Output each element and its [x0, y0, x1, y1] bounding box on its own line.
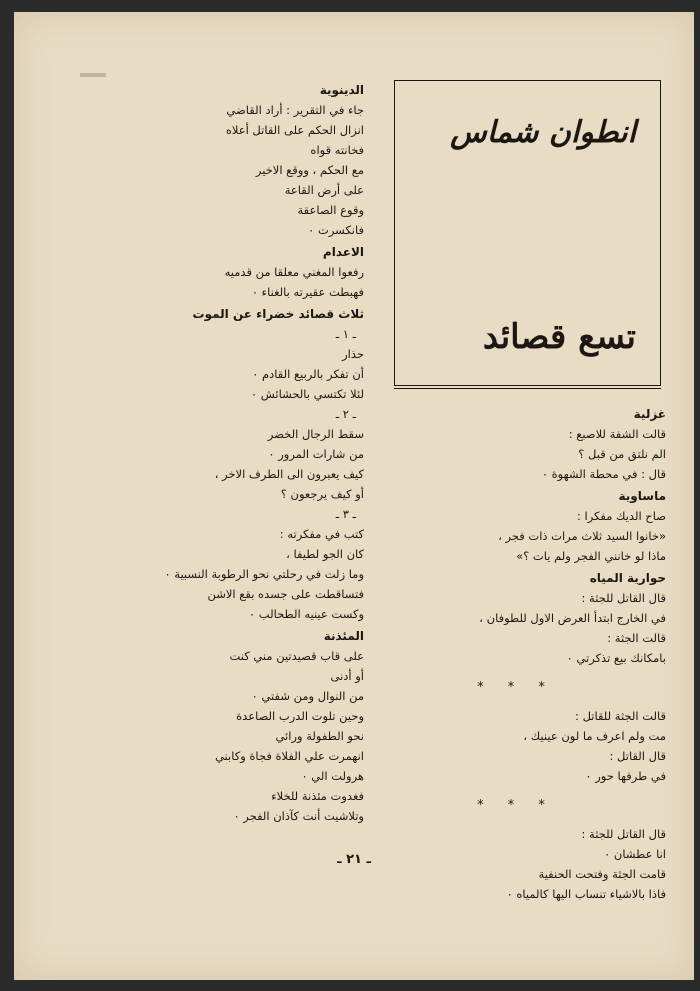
poem-line: وما زلت في رحلتي نحو الرطوبة النسبية ٠ [164, 567, 364, 581]
poem-line: قال القاتل للجثة : [581, 591, 666, 605]
poem-line: فهبطت عقيرته بالغناء ٠ [251, 285, 364, 299]
poem-line: أو كيف يرجعون ؟ [280, 487, 364, 501]
title-underline [394, 388, 661, 389]
poem-line: مع الحكم ، ووقع الاخير [255, 163, 364, 177]
poem-line: فغدوت مئذنة للخلاء [271, 789, 364, 803]
ink-speck [80, 73, 106, 77]
poem-line: انا عطشان ٠ [604, 847, 666, 861]
poem-line: كيف يعبرون الى الطرف الاخر ، [214, 467, 364, 481]
poem-line: على قاب قصيدتين مني كنت [229, 649, 364, 663]
poem-number: ـ ١ ـ [335, 327, 356, 341]
poem-line: بامكانك بيع تذكرتي ٠ [566, 651, 666, 665]
poem-line: حذار [342, 347, 364, 361]
left-poem-column [44, 78, 364, 826]
poem-line: «خانوا السيد ثلاث مرات ذات فجر ، [498, 529, 666, 543]
magazine-page [14, 12, 694, 980]
poem-title: الاعدام [322, 245, 364, 259]
poem-line: هرولت الي ٠ [301, 769, 364, 783]
poem-line: قالت الجثة : [607, 631, 666, 645]
poem-line: وتلاشيت أنت كآذان الفجر ٠ [233, 809, 364, 823]
section-divider: * * * [477, 680, 555, 695]
poem-number: ـ ٢ ـ [335, 407, 356, 421]
poem-title: حوارية المياه [589, 571, 666, 585]
poem-line: أن تفكر بالربيع القادم ٠ [252, 367, 364, 381]
section-divider: * * * [477, 798, 555, 813]
page-number: ـ ٢١ ـ [337, 852, 371, 867]
poem-number: ـ ٣ ـ [335, 507, 356, 521]
poem-line: قال القاتل للجثة : [581, 827, 666, 841]
poem-line: نحو الطفولة ورائي [275, 729, 364, 743]
poem-title: غزلية [633, 407, 666, 421]
poem-line: وكست عينيه الطحالب ٠ [248, 607, 364, 621]
poem-title: ثلاث قصائد خضراء عن الموت [192, 307, 364, 321]
poem-line: كتب في مفكرته : [279, 527, 364, 541]
poem-line: جاء في التقرير : أراد القاضي [226, 103, 364, 117]
poem-line: الم نلتق من قبل ؟ [578, 447, 666, 461]
title-box [394, 80, 661, 386]
poem-line: انهمرت علي الفلاة فجاة وكابني [214, 749, 364, 763]
poem-line: فانكسرت ٠ [308, 223, 364, 237]
poem-line: لئلا تكتسي بالحشائش ٠ [250, 387, 364, 401]
poem-line: سقط الرجال الخضر [267, 427, 364, 441]
poem-line: فاذا بالاشياء تنساب اليها كالمياه ٠ [506, 887, 666, 901]
book-title: تسع قصائد [482, 317, 636, 357]
poem-line: قال : في محطة الشهوة ٠ [541, 467, 666, 481]
author-name: انطوان شماس [450, 115, 636, 150]
poem-line: صاح الديك مفكرا : [576, 509, 666, 523]
poem-line: رفعوا المغني معلقا من قدميه [224, 265, 364, 279]
poem-line: قال القاتل : [609, 749, 666, 763]
poem-line: قالت الشفة للاصبع : [568, 427, 666, 441]
poem-title: ماساوية [618, 489, 666, 503]
poem-line: في الخارج ابتدأ العرض الاول للطوفان ، [479, 611, 666, 625]
poem-line: من النوال ومن شفتي ٠ [251, 689, 364, 703]
poem-line: ماذا لو خانني الفجر ولم يات ؟» [516, 549, 666, 563]
poem-line: فخانته قواه [310, 143, 364, 157]
poem-line: قالت الجثة للقاتل : [575, 709, 666, 723]
poem-line: مت ولم اعرف ما لون عينيك ، [523, 729, 666, 743]
poem-title: المئذنة [323, 629, 364, 643]
poem-line: وقوع الصاعقة [297, 203, 364, 217]
poem-line: أو أدنى [330, 669, 364, 683]
poem-line: من شارات المرور ٠ [268, 447, 364, 461]
right-poem-column [366, 402, 666, 904]
poem-line: قامت الجثة وفتحت الحنفية [538, 867, 666, 881]
poem-line: على أرض القاعة [284, 183, 364, 197]
poem-line: في طرفها حور ٠ [585, 769, 666, 783]
poem-line: وحين تلوت الدرب الصاعدة [236, 709, 364, 723]
poem-line: فتساقطت على جسده بقع الاشن [207, 587, 364, 601]
poem-line: كان الجو لطيفا ، [286, 547, 364, 561]
poem-title: الدينوية [319, 83, 364, 97]
poem-line: انزال الحكم على القاتل أعلاه [225, 123, 364, 137]
